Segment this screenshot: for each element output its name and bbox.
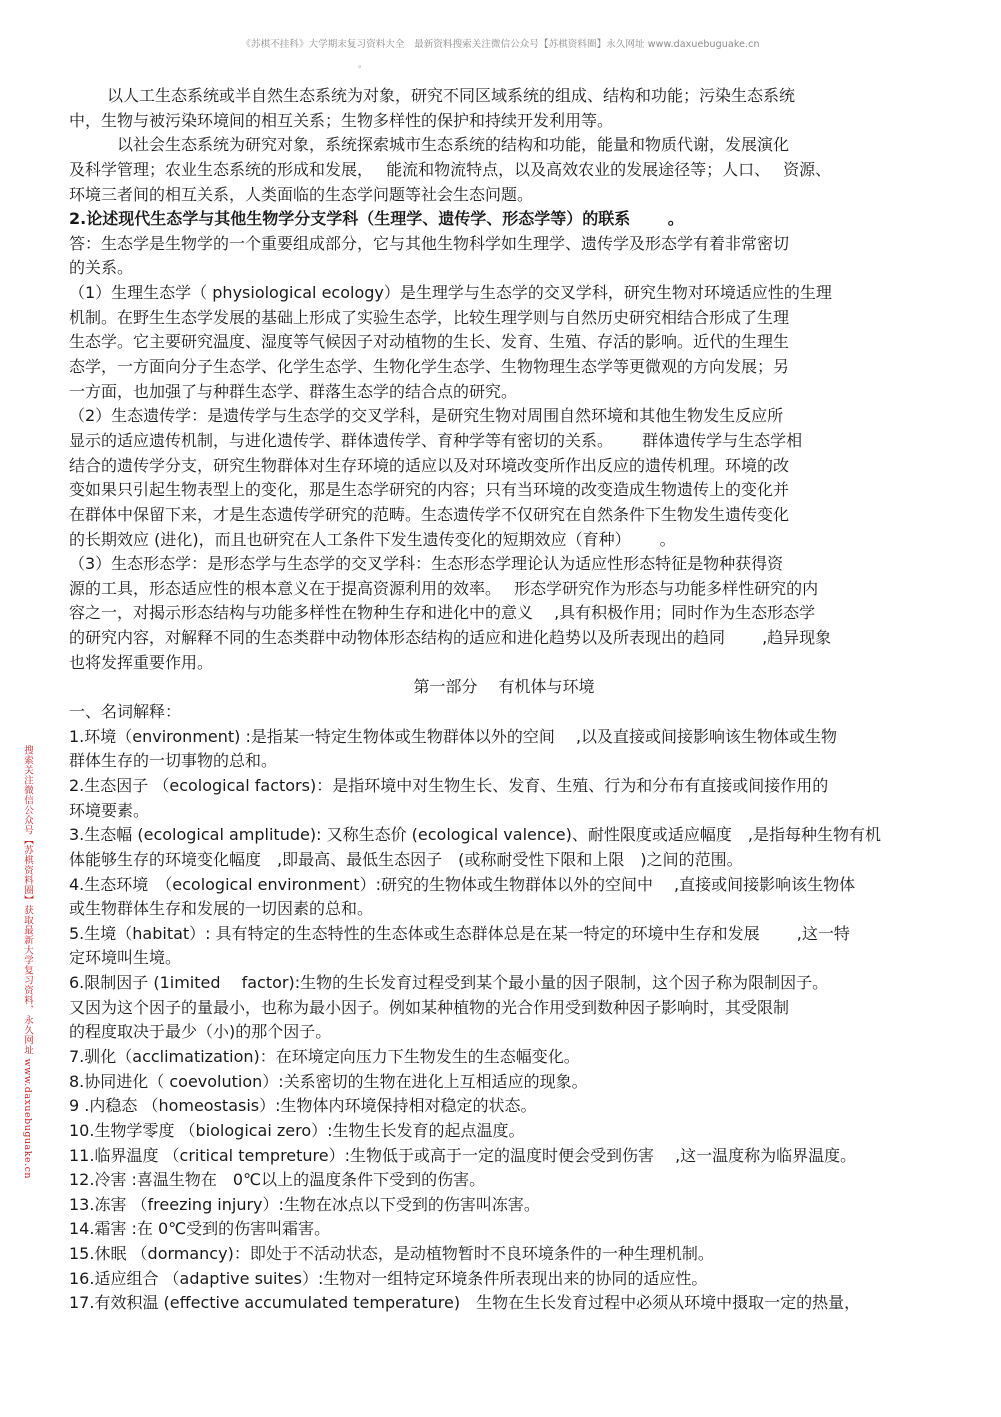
term-definition: 8.协同进化（ coevolution）:关系密切的生物在进化上互相适应的现象。: [69, 1071, 588, 1091]
text-line: 显示的适应遗传机制，与进化遗传学、群体遗传学、育种学等有密切的关系。 群体遗传学与生态学相: [69, 430, 803, 450]
text-line: 或生物群体生存和发展的一切因素的总和。: [69, 899, 374, 919]
term-definition: 13.冻害 （freezing injury）:生物在冰点以下受到的伤害叫冻害。: [69, 1194, 540, 1214]
text-line: 中，生物与被污染环境间的相互关系；生物多样性的保护和持续开发利用等。: [69, 110, 614, 130]
term-definition: 15.休眠 （dormancy)：即处于不活动状态，是动植物暂时不良环境条件的一种生理机制。: [69, 1244, 714, 1264]
term-definition: 12.冷害 :喜温生物在 0℃以上的温度条件下受到的伤害。: [69, 1170, 486, 1190]
term-definition: 11.临界温度 （critical tempreture）:生物低于或高于一定的温度时便会受到伤害 ,这一温度称为临界温度。: [69, 1145, 857, 1165]
text-line: 结合的遗传学分支，研究生物群体对生存环境的适应以及对环境改变所作出反应的遗传机理。环境的改: [69, 455, 790, 475]
term-definition: 2.生态因子 （ecological factors)：是指环境中对生物生长、发育、生殖、行为和分布有直接或间接作用的: [69, 775, 829, 795]
text-line: 的研究内容，对解释不同的生态类群中动物体形态结构的适应和进化趋势以及所表现出的趋同 ,趋异现象: [69, 628, 832, 648]
text-line: 又因为这个因子的量最小，也称为最小因子。例如某种植物的光合作用受到数种因子影响时，其受限制: [69, 997, 790, 1017]
question-heading: 2.论述现代生态学与其他生物学分支学科（生理学、遗传学、形态学等）的联系 。: [69, 209, 684, 229]
text-line: 态学，一方面向分子生态学、化学生态学、生物化学生态学、生物物理生态学等更微观的方向发展；另: [69, 357, 790, 377]
text-line: 体能够生存的环境变化幅度 ,即最高、最低生态因子 (或称耐受性下限和上限 )之间的范围。: [69, 849, 743, 869]
text-line: 生态学。它主要研究温度、湿度等气候因子对动植物的生长、发育、生殖、存活的影响。近代的生理生: [69, 332, 790, 352]
term-definition: 6.限制因子 (1imited factor):生物的生长发育过程受到某个最小量的因子限制，这个因子称为限制因子。: [69, 973, 829, 993]
text-line: 环境要素。: [69, 800, 150, 820]
term-definition: 4.生态环境 （ecological environment）:研究的生物体或生物群体以外的空间中 ,直接或间接影响该生物体: [69, 874, 856, 894]
page-header-watermark: 《苏棋不挂科》大学期末复习资料大全 最新资料搜索关注微信公众号【苏棋资料圈】永久网址 www.daxuebuguake.cn: [241, 39, 760, 50]
header-dot: 。: [358, 60, 368, 70]
text-line: 群体生存的一切事物的总和。: [69, 751, 278, 771]
term-definition: 14.霜害 :在 0℃受到的伤害叫霜害。: [69, 1219, 331, 1239]
text-line: 源的工具，形态适应性的根本意义在于提高资源利用的效率。 形态学研究作为形态与功能多样性研究的内: [69, 578, 819, 598]
text-line: 定环境叫生境。: [69, 948, 182, 968]
term-definition: 17.有效积温 (effective accumulated temperature) 生物在生长发育过程中必须从环境中摄取一定的热量，: [69, 1293, 861, 1313]
subsection-heading: 一、名词解释：: [69, 702, 182, 722]
text-line: 容之一，对揭示形态结构与功能多样性在物种生存和进化中的意义 ,具有积极作用；同时作为生态形态学: [69, 603, 816, 623]
text-line: 的长期效应 (进化)，而且也研究在人工条件下发生遗传变化的短期效应（育种） 。: [69, 529, 676, 549]
term-definition: 7.驯化（acclimatization)：在环境定向压力下生物发生的生态幅变化。: [69, 1046, 580, 1066]
term-definition: 1.环境（environment) :是指某一特定生物体或生物群体以外的空间 ,以及直接或间接影响该生物体或生物: [69, 726, 838, 746]
text-line: 的关系。: [69, 258, 134, 278]
text-line: 及科学管理；农业生态系统的形成和发展， 能流和物流特点，以及高效农业的发展途径等；人口、 资源、: [69, 159, 832, 179]
text-line: （3）生态形态学：是形态学与生态学的交叉学科：生态形态学理论认为适应性形态特征是物种获得资: [69, 554, 784, 574]
text-line: （1）生理生态学（ physiological ecology）是生理学与生态学的交叉学科，研究生物对环境适应性的生理: [69, 283, 832, 303]
term-definition: 5.生境（habitat）: 具有特定的生态特性的生态体或生态群体总是在某一特定的环境中生存和发展 ,这一特: [69, 923, 850, 943]
term-definition: 16.适应组合 （adaptive suites）:生物对一组特定环境条件所表现出来的协同的适应性。: [69, 1268, 708, 1288]
text-line: 以社会生态系统为研究对象，系统探索城市生态系统的结构和功能，能量和物质代谢，发展演化: [117, 135, 790, 155]
text-line: 在群体中保留下来，才是生态遗传学研究的范畴。生态遗传学不仅研究在自然条件下生物发生遗传变化: [69, 504, 790, 524]
text-line: 一方面，也加强了与种群生态学、群落生态学的结合点的研究。: [69, 381, 518, 401]
term-definition: 3.生态幅 (ecological amplitude): 又称生态价 (ecological valence)、耐性限度或适应幅度 ,是指每种生物有机: [69, 825, 881, 845]
document-body: [69, 84, 949, 1316]
text-line: 的程度取决于最少（小)的那个因子。: [69, 1022, 332, 1042]
text-line: 以人工生态系统或半自然生态系统为对象，研究不同区域系统的组成、结构和功能；污染生态系统: [107, 86, 796, 105]
text-line: 变如果只引起生物表型上的变化，那是生态学研究的内容；只有当环境的改变造成生物遗传上的变化并: [69, 480, 790, 500]
text-line: 答：生态学是生物学的一个重要组成部分，它与其他生物科学如生理学、遗传学及形态学有着非常密切: [69, 233, 790, 253]
text-line: 也将发挥重要作用。: [69, 652, 214, 672]
text-line: 机制。在野生生态学发展的基础上形成了实验生态学，比较生理学则与自然历史研究相结合形成了生理: [69, 307, 790, 327]
term-definition: 9 .内稳态 （homeostasis）:生物体内环境保持相对稳定的状态。: [69, 1096, 537, 1116]
text-line: （2）生态遗传学：是遗传学与生态学的交叉学科，是研究生物对周围自然环境和其他生物发生反应所: [69, 406, 784, 426]
section-title: 第一部分 有机体与环境: [413, 677, 595, 697]
term-definition: 10.生物学零度 （biologicai zero）:生物生长发育的起点温度。: [69, 1120, 525, 1140]
text-line: 环境三者间的相互关系，人类面临的生态学问题等社会生态问题。: [69, 184, 534, 204]
side-watermark: 搜索关注微信公众号【苏棋资料圈】获取最新大学复习资料，永久网址 www.daxuebuguake.cn: [22, 745, 33, 1180]
